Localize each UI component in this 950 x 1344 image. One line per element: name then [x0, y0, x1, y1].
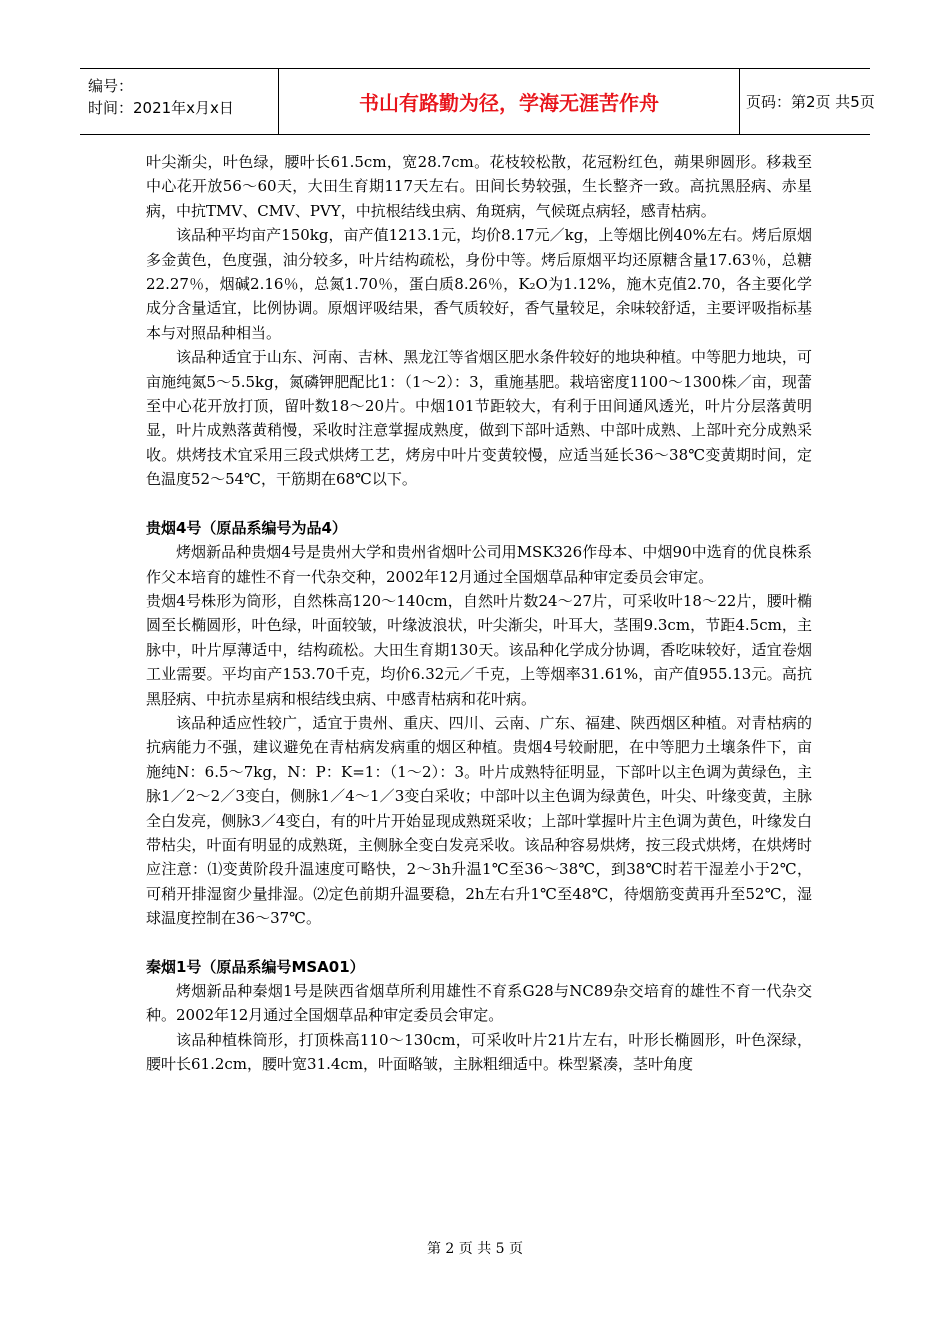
body-paragraph: 该品种植株筒形，打顶株高110～130cm，可采收叶片21片左右，叶形长椭圆形，叶色深绿，腰叶长61.2cm，腰叶宽31.4cm，叶面略皱，主脉粗细适中。株型紧凑，茎叶角度: [146, 1030, 812, 1074]
header-motto: 书山有路勤为径，学海无涯苦作舟: [278, 69, 740, 134]
section-heading: 贵烟4号（原品系编号为品4）: [146, 518, 347, 537]
page-header: [80, 68, 875, 135]
body-paragraph: 该品种适应性较广，适宜于贵州、重庆、四川、云南、广东、福建、陕西烟区种植。对青枯病的抗病能力不强，建议避免在青枯病发病重的烟区种植。贵烟4号较耐肥，在中等肥力土壤条件下，亩施纯N：6.5～7kg，N：P：K=1：（1～2）：3。叶片成熟特征明显，下部叶以主色调为黄绿色，主脉1／2～2／3变白，侧脉1／4～1／3变白采收；中部叶以主色调为绿黄色，叶尖、叶缘变黄，主脉全白发亮，侧脉3／4变白，有的叶片开始显现成熟斑采收；上部叶掌握叶片主色调为黄色，叶缘发白带枯尖，叶面有明显的成熟斑，主侧脉全变白发亮采收。该品种容易烘烤，按三段式烘烤，在烘烤时应注意：⑴变黄阶段升温速度可略快，2～3h升温1℃至36～38℃，到38℃时若干湿差小于2℃，可稍开排湿窗少量排湿。⑵定色前期升温要稳，2h左右升1℃至48℃，待烟筋变黄再升至52℃，湿球温度控制在36～37℃。: [146, 713, 812, 928]
document-date: 时间：2021年x月x日: [88, 99, 234, 117]
body-paragraph: 该品种适宜于山东、河南、吉林、黑龙江等省烟区肥水条件较好的地块种植。中等肥力地块，可亩施纯氮5～5.5kg，氮磷钾肥配比1：（1～2）：3，重施基肥。栽培密度1100～1300株／亩，现蕾至中心花开放打顶，留叶数18～20片。中烟101节距较大，有利于田间通风透光，叶片分层落黄明显，叶片成熟落黄稍慢，采收时注意掌握成熟度，做到下部叶适熟、中部叶成熟、上部叶充分成熟采收。烘烤技术宜采用三段式烘烤工艺，烤房中叶片变黄较慢，应适当延长36～38℃变黄期时间，定色温度52～54℃，干筋期在68℃以下。: [146, 348, 812, 489]
body-paragraph: 烤烟新品种贵烟4号是贵州大学和贵州省烟叶公司用MSK326作母本、中烟90中选育的优良株系作父本培育的雄性不育一代杂交种，2002年12月通过全国烟草品种审定委员会审定。: [146, 543, 812, 586]
header-page-info: 页码：第2页 共5页: [746, 93, 875, 111]
body-paragraph: 贵烟4号株形为筒形，自然株高120～140cm，自然叶片数24～27片，可采收叶18～22片，腰叶椭圆至长椭圆形，叶色绿，叶面较皱，叶缘波浪状，叶尖渐尖，叶耳大，茎围9.3cm，节距4.5cm，主脉中，叶片厚薄适中，结构疏松。大田生育期130天。该品种化学成分协调，香吃味较好，适宜卷烟工业需要。平均亩产153.70千克，均价6.32元／千克，上等烟率31.61%，亩产值955.13元。高抗黑胫病、中抗赤星病和根结线虫病、中感青枯病和花叶病。: [146, 591, 812, 708]
body-paragraph: 该品种平均亩产150kg，亩产值1213.1元，均价8.17元／kg，上等烟比例40%左右。烤后原烟多金黄色，色度强，油分较多，叶片结构疏松，身份中等。烤后原烟平均还原糖含量17.63％，总糖22.27％，烟碱2.16％，总氮1.70％，蛋白质8.26％，K₂O为1.12%，施木克值2.70，各主要化学成分含量适宜，比例协调。原烟评吸结果，香气质较好，香气量较足，余味较舒适，主要评吸指标基本与对照品种相当。: [146, 226, 812, 342]
document-number-label: 编号：: [88, 77, 134, 95]
section-heading: 秦烟1号（原品系编号MSA01）: [146, 957, 365, 976]
page-footer: 第 2 页 共 5 页: [426, 1241, 524, 1257]
body-paragraph: 叶尖渐尖，叶色绿，腰叶长61.5cm，宽28.7cm。花枝较松散，花冠粉红色，蒴果卵圆形。移栽至中心花开放56～60天，大田生育期117天左右。田间长势较强，生长整齐一致。高抗黑胫病、赤星病，中抗TMV、CMV、PVY，中抗根结线虫病、角斑病，气候斑点病轻，感青枯病。: [146, 153, 812, 220]
document-body: [146, 150, 812, 1077]
body-paragraph: 烤烟新品种秦烟1号是陕西省烟草所利用雄性不育系G28与NC89杂交培育的雄性不育一代杂交种。2002年12月通过全国烟草品种审定委员会审定。: [146, 982, 812, 1025]
header-meta: [80, 69, 278, 134]
